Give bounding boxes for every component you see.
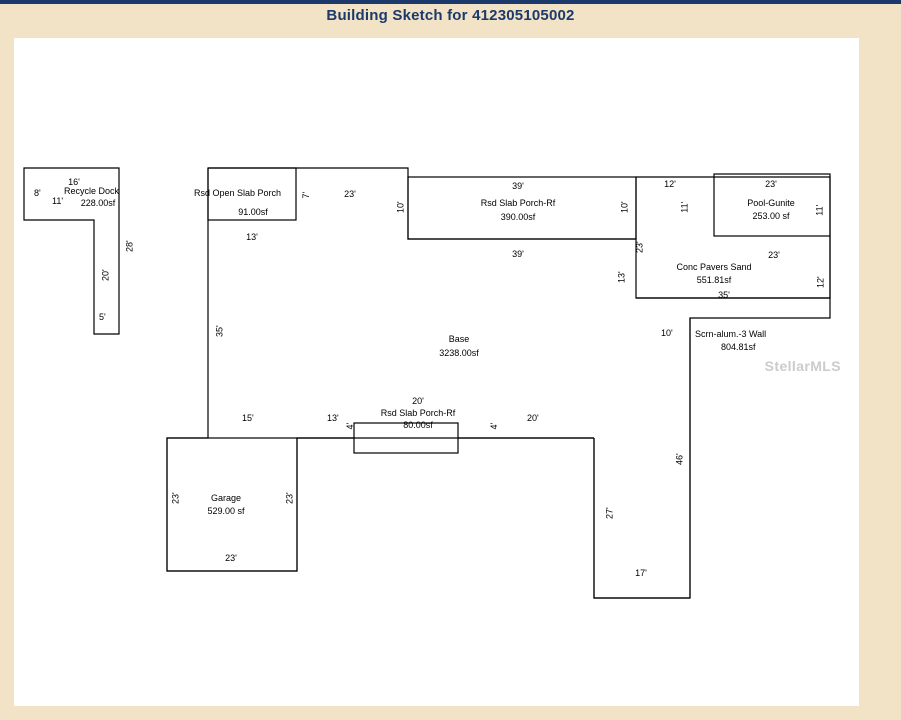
dim-porch-13: 13' — [246, 232, 258, 242]
watermark-stellarmls: StellarMLS — [764, 358, 841, 374]
dim-recycle-28: 28' — [124, 240, 135, 253]
dim-base-27: 27' — [604, 507, 615, 520]
dim-recycle-5: 5' — [99, 312, 106, 322]
area-value-base: 3238.00sf — [439, 348, 479, 358]
area-value-pavers: 551.81sf — [696, 275, 732, 285]
area-value-garage: 529.00 sf — [207, 506, 245, 516]
sketch-drawing — [14, 38, 859, 706]
page-title: Building Sketch for 412305105002 — [326, 7, 575, 24]
dim-garage-23-left: 23' — [170, 492, 181, 505]
dim-pavers-13: 13' — [616, 271, 627, 284]
dim-recycle-11: 11' — [52, 196, 64, 206]
area-value-screen: 804.81sf — [721, 342, 756, 352]
area-value-recycle-dock: 228.00sf — [80, 198, 116, 208]
dim-pool-11-right: 11' — [814, 204, 825, 216]
dim-pavers-23-left: 23' — [634, 241, 645, 254]
dim-top-10-left: 10' — [395, 201, 406, 214]
area-value-open-slab-porch: 91.00sf — [238, 207, 268, 217]
area-label-slab-porch-rf-mid: Rsd Slab Porch-Rf — [380, 408, 456, 418]
dim-pavers-35: 35' — [718, 290, 730, 300]
dim-recycle-8: 8' — [34, 188, 41, 198]
area-value-slab-porch-rf-top: 390.00sf — [500, 212, 536, 222]
dim-top-39: 39' — [512, 181, 524, 191]
area-value-slab-porch-rf-mid: 80.00sf — [403, 420, 433, 430]
dim-top-10-right: 10' — [619, 201, 630, 214]
dim-top-39-lower: 39' — [512, 249, 524, 259]
dim-recycle-16: 16' — [68, 177, 80, 187]
area-label-garage: Garage — [210, 493, 242, 503]
dim-base-35: 35' — [214, 325, 225, 338]
dim-garage-23-right: 23' — [284, 492, 295, 505]
dim-screen-10: 10' — [661, 328, 673, 338]
sketch-canvas — [14, 38, 859, 706]
dim-base-17: 17' — [635, 568, 647, 578]
area-label-pool: Pool-Gunite — [747, 198, 795, 208]
dim-mid-13: 13' — [327, 413, 339, 423]
dim-pool-23: 23' — [765, 179, 777, 189]
area-label-recycle-dock: Recycle Dock — [64, 186, 120, 196]
dim-pool-12: 12' — [664, 179, 676, 189]
dim-mid-20-top: 20' — [412, 396, 424, 406]
dim-porch-7: 7' — [301, 191, 312, 199]
dim-mid-20-right: 20' — [527, 413, 539, 423]
dim-pavers-23-top: 23' — [768, 250, 780, 260]
top-accent-bar — [0, 0, 901, 4]
area-label-pavers: Conc Pavers Sand — [676, 262, 752, 272]
area-label-open-slab-porch: Rsd Open Slab Porch — [194, 188, 282, 198]
dim-top-23: 23' — [344, 189, 356, 199]
area-label-base: Base — [448, 334, 470, 344]
area-value-pool: 253.00 sf — [752, 211, 790, 221]
dim-garage-23-bottom: 23' — [225, 553, 237, 563]
dim-mid-4-right: 4' — [489, 422, 500, 430]
dim-screen-46: 46' — [674, 453, 685, 466]
area-label-screen: Scrn-alum.-3 Wall — [695, 329, 767, 339]
dim-pavers-12: 12' — [815, 276, 826, 289]
dim-pool-11-left: 11' — [679, 201, 690, 213]
dim-recycle-20: 20' — [100, 269, 111, 282]
dim-mid-4-left: 4' — [345, 422, 356, 430]
dim-base-15: 15' — [242, 413, 254, 423]
area-label-slab-porch-rf-top: Rsd Slab Porch-Rf — [480, 198, 556, 208]
